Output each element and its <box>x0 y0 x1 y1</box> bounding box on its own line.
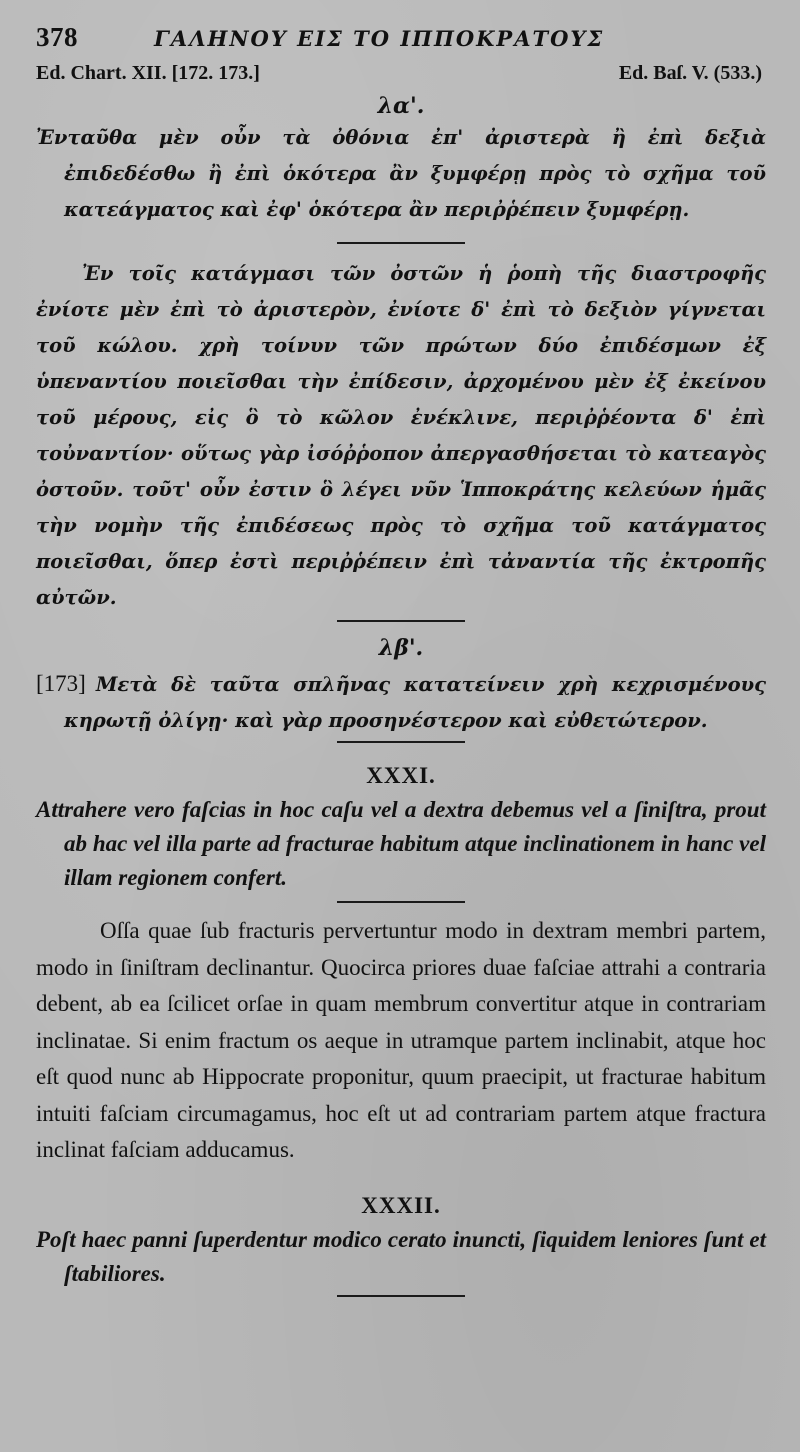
divider-rule <box>337 901 465 903</box>
latin-heading-31: XXXI. <box>366 763 436 788</box>
running-head <box>36 22 766 62</box>
greek-commentary-31: Ἐν τοῖς κατάγμασι τῶν ὀστῶν ἡ ῥοπὴ τῆς διαστροφῆς ἐνίοτε μὲν ἐπὶ τὸ ἀριστερὸν, ἐνίοτε δ' ἐπὶ τὸ δεξιὸν γίγνεται τοῦ κώλου. χρὴ τοίνυν τῶν πρώτων δύο ἐπιδέσμων ἐξ ὑπεναντίου ποιεῖσθαι τὴν ἐπίδεσιν, ἀρχομένου μὲν ἐξ ἐκείνου τοῦ μέρους, εἰς ὃ τὸ κῶλον ἐνέκλινε, περιῤῥέοντα δ' ἐπὶ τοὐναντίον· οὕτως γὰρ ἰσόῤῥοπον ἀπεργασθήσεται τὸ κατεαγὸς ὀστοῦν. τοῦτ' οὖν ἐστιν ὃ λέγει νῦν Ἱπποκράτης κελεύων ἡμᾶς τὴν νομὴν τῆς ἐπιδέσεως πρὸς τὸ σχῆμα τοῦ κατάγματος ποιεῖσθαι, ὅπερ ἐστὶ περιῤῥέπειν ἐπὶ τἀναντία τῆς ἐκτροπῆς αὐτῶν. <box>36 262 766 609</box>
edition-line <box>36 62 766 92</box>
greek-lemma-32-text: Μετὰ δὲ ταῦτα σπλῆνας κατατείνειν χρὴ κεχρισμένους κηρωτῇ ὀλίγῃ· καὶ γὰρ προσηνέστερον καὶ εὐθετώτερον. <box>64 673 766 732</box>
divider-rule <box>337 242 465 244</box>
greek-lemma-32 <box>36 666 766 739</box>
latin-heading-32: XXXII. <box>361 1192 441 1218</box>
divider-rule <box>337 741 465 743</box>
edition-chartier: Ed. Chart. XII. [172. 173.] <box>36 62 260 84</box>
edition-basel: Ed. Baſ. V. (533.) <box>618 62 762 84</box>
running-title: ΓΑΛΗΝΟΥ ΕΙΣ ΤΟ ΙΠΠΟΚΡΑΤΟΥΣ <box>154 26 605 51</box>
page-number: 378 <box>36 22 78 52</box>
latin-commentary-31: Oſſa quae ſub fracturis pervertuntur modo in dextram membri partem, modo in ſiniſtram declinantur. Quocirca priores duae faſciae attrahi a contraria debent, ab ea ſcilicet orſae in quam membrum convertitur atque in contrariam inclinatae. Si enim fractum os aeque in utramque partem inclinabit, atque hoc eſt quod nunc ab Hippocrate proponitur, quum praecipit, ut fracturae habitum intuiti faſciam circumagamus, hoc eſt ut ad contrariam partem atque fractura inclinat faſciam adducamus. <box>36 918 766 1162</box>
section-number-32-greek: λβ'. <box>378 635 424 661</box>
section-number-31-greek: λα'. <box>377 93 425 119</box>
divider-rule <box>337 1295 465 1297</box>
divider-rule <box>337 620 465 622</box>
page-reference-marker: [173] <box>36 671 86 696</box>
latin-lemma-32: Poſt haec panni ſuperdentur modico cerato inuncti, ſiquidem leniores ſunt et ſtabiliores. <box>36 1226 766 1286</box>
greek-lemma-31: Ἐνταῦθα μὲν οὖν τὰ ὀθόνια ἐπ' ἀριστερὰ ἢ ἐπὶ δεξιὰ ἐπιδεδέσθω ἢ ἐπὶ ὁκότερα ἂν ξυμφέρῃ πρὸς τὸ σχῆμα τοῦ κατεάγματος καὶ ἐφ' ὁκότερα ἂν περιῤῥέπειν ξυμφέρῃ. <box>36 126 766 221</box>
latin-lemma-31: Attrahere vero faſcias in hoc caſu vel a dextra debemus vel a ſiniſtra, prout ab hac vel illa parte ad fracturae habitum atque inclinationem in hanc vel illam regionem confert. <box>36 797 766 890</box>
